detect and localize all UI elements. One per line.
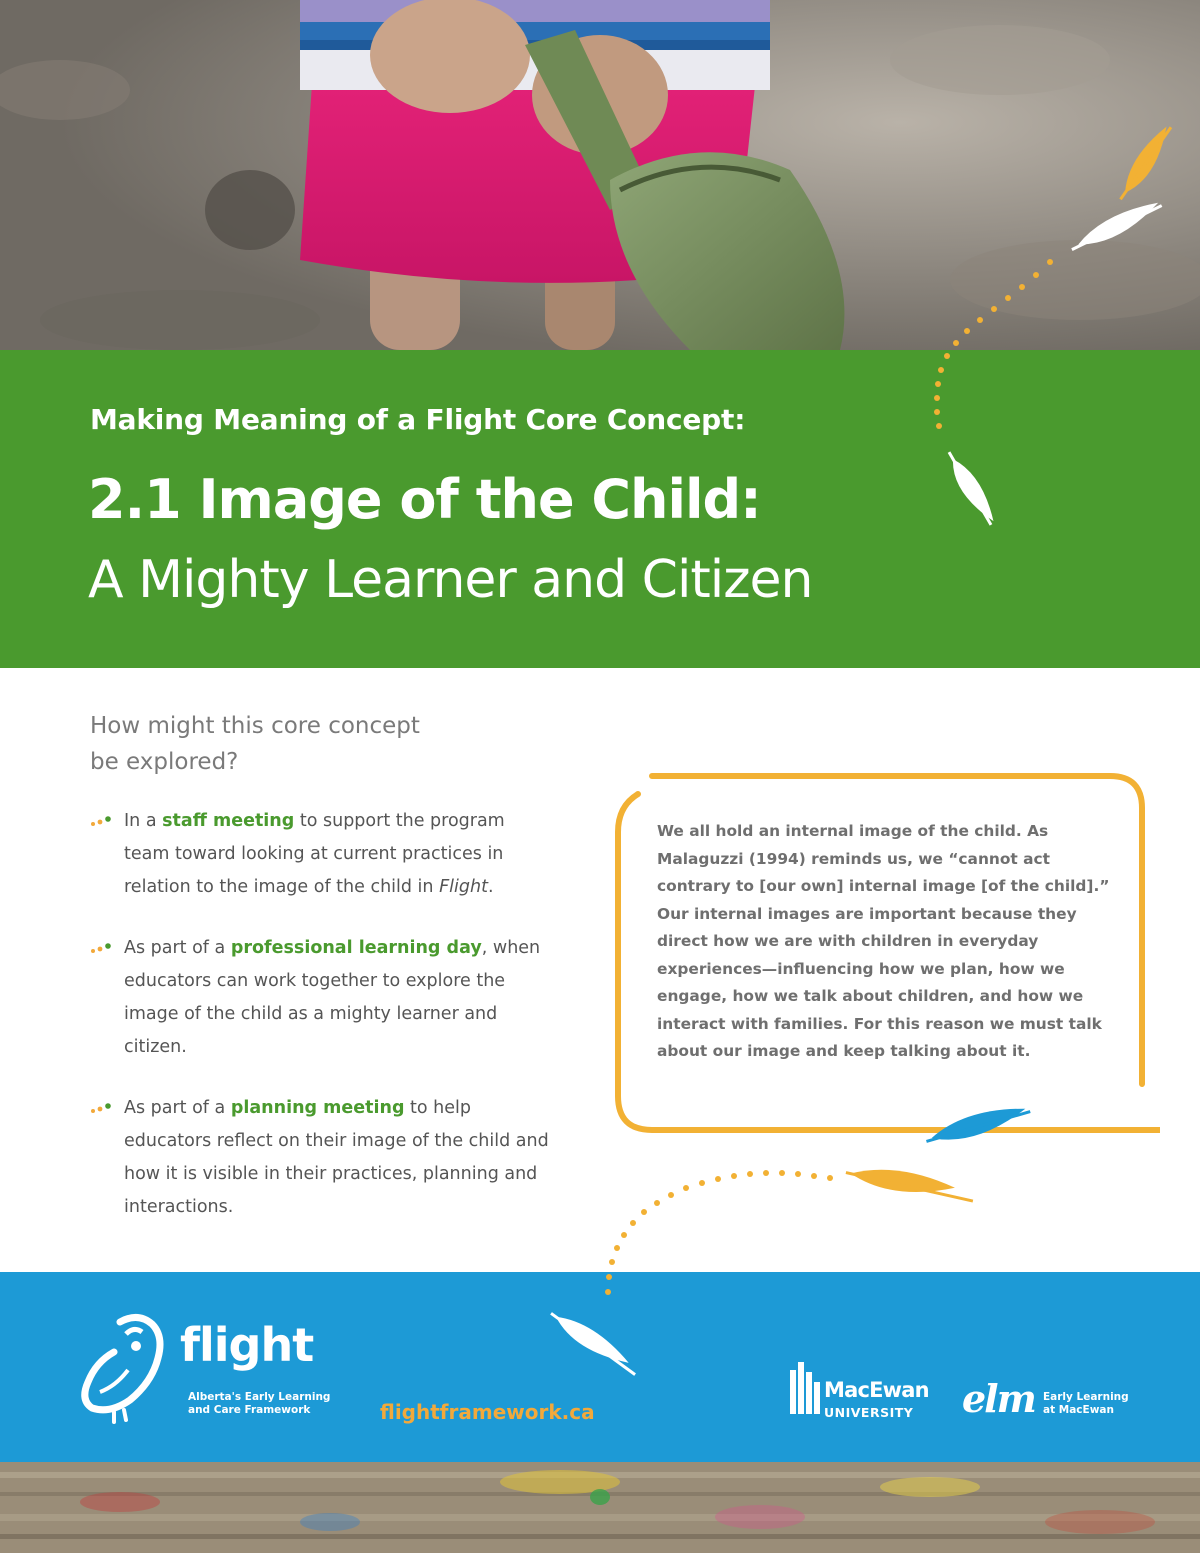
elm-logo: elm <box>962 1376 1035 1421</box>
list-item <box>90 932 550 1064</box>
macewan-logo-icon <box>790 1362 820 1414</box>
website-link[interactable]: flightframework.ca <box>380 1400 595 1424</box>
page-subtitle: A Mighty Learner and Citizen <box>88 550 813 610</box>
wood-texture <box>0 1462 1200 1553</box>
item-text: As part of a <box>124 938 231 958</box>
dots-arrow-icon <box>90 943 112 955</box>
item-text: . <box>487 877 494 897</box>
flight-tagline <box>188 1391 368 1417</box>
section-question <box>90 708 510 780</box>
item-highlight: staff meeting <box>162 811 295 831</box>
explore-list <box>90 805 550 1252</box>
item-highlight: professional learning day <box>230 938 482 958</box>
elm-tagline-line-1: Early Learning <box>1043 1391 1129 1403</box>
quote-text: We all hold an internal image of the child. As Malaguzzi (1994) reminds us, we “cannot act contrary to [our own] internal image [of the child].” Our internal images are important because they direct how we are with children in everyday experiences—influencing how we plan, how we engage, how we talk about children, and how we interact with families. For this reason we must talk about our image and keep talking about it. <box>657 822 1110 1060</box>
item-highlight: planning meeting <box>230 1098 405 1118</box>
question-line-2: be explored? <box>90 749 239 775</box>
elm-tagline-line-2: at MacEwan <box>1043 1404 1114 1416</box>
elm-tagline <box>1043 1391 1133 1417</box>
item-text: , when educators can work together to explore the image of the child as a mighty learner and citizen. <box>124 938 541 1057</box>
list-item <box>90 805 550 904</box>
list-item <box>90 1092 550 1224</box>
hero-photo <box>0 0 1200 350</box>
question-line-1: How might this core concept <box>90 713 420 739</box>
item-text: As part of a <box>124 1098 231 1118</box>
macewan-name: MacEwan <box>824 1378 929 1402</box>
flight-wordmark: flight <box>180 1318 314 1372</box>
item-text: to help educators reflect on their image of the child and how it is visible in their practices, planning and interactions. <box>124 1098 549 1217</box>
owl-icon <box>80 1312 180 1424</box>
item-text: to support the program team toward looking at current practices in relation to the image of the child in <box>124 811 505 897</box>
item-emphasis: Flight <box>439 877 488 897</box>
dots-arrow-icon <box>90 1103 112 1115</box>
flight-tagline-line-2: and Care Framework <box>188 1404 311 1416</box>
concept-kicker: Making Meaning of a Flight Core Concept: <box>90 403 746 436</box>
macewan-sub: UNIVERSITY <box>824 1405 914 1420</box>
dots-arrow-icon <box>90 816 112 828</box>
page-title: 2.1 Image of the Child: <box>88 468 761 531</box>
item-text: In a <box>124 811 163 831</box>
feather-icon <box>844 1162 976 1204</box>
flight-tagline-line-1: Alberta's Early Learning <box>188 1391 331 1403</box>
